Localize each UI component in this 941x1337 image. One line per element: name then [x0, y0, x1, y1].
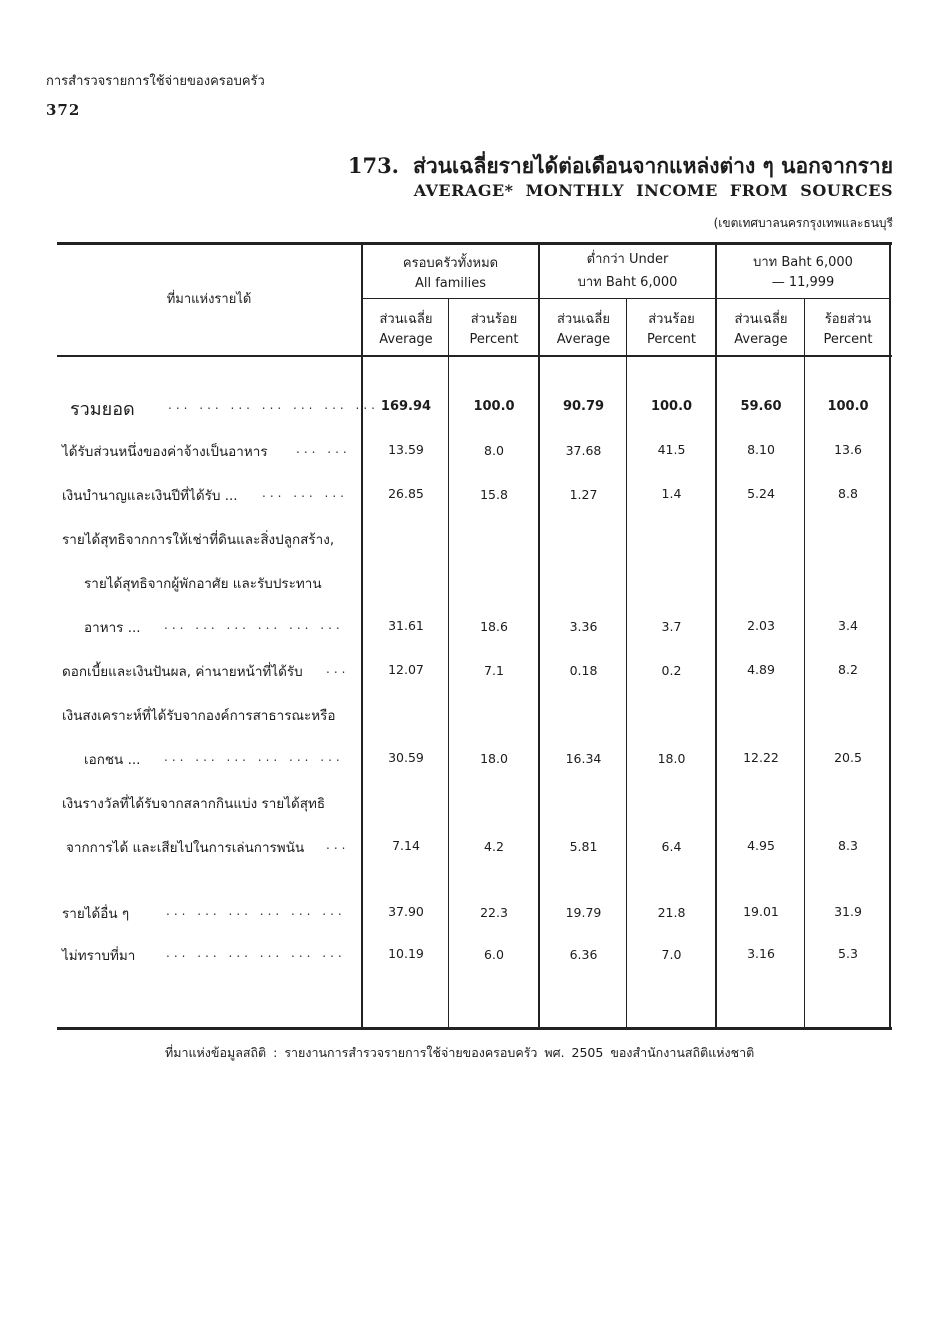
table-cell: 6.4 — [661, 839, 682, 854]
table-top-rule — [57, 242, 892, 245]
table-cell: 8.0 — [484, 443, 504, 458]
leader-dots: ... ... ... ... ... ... — [164, 750, 344, 764]
table-bottom-rule — [57, 1027, 892, 1030]
subheader-english: Average — [379, 332, 433, 347]
table-cell: 7.14 — [392, 838, 420, 853]
row-label-total: รวมยอด — [70, 399, 135, 420]
table-cell: 15.8 — [480, 487, 508, 502]
table-cell: 1.27 — [569, 487, 598, 502]
subheader-english: Average — [556, 332, 611, 347]
subheader-english: Average — [734, 332, 788, 347]
table-number: 173. — [347, 153, 399, 178]
table-cell: 1.4 — [661, 486, 682, 501]
table-cell: 3.16 — [747, 946, 775, 961]
group-header-line1: บาท Baht 6,000 — [753, 255, 853, 270]
table-cell: 6.0 — [484, 947, 504, 962]
subheader-thai: ส่วนเฉลี่ย — [556, 312, 610, 327]
table-cell: 6.36 — [569, 947, 598, 962]
row-label-line: อาหาร ... — [84, 620, 141, 636]
table-title-thai — [348, 150, 893, 183]
table-cell: 100.0 — [473, 399, 515, 414]
table-cell: 13.59 — [388, 442, 424, 457]
group-header-line1: ครอบครัวทั้งหมด — [402, 256, 499, 271]
row-label: ดอกเบี้ยและเงินปันผล, ค่านายหน้าที่ได้รับ — [62, 664, 303, 680]
leader-dots: ... ... — [296, 442, 351, 456]
leader-dots: ... ... ... ... ... ... ... — [168, 398, 379, 412]
group-header-line1: ต่ำกว่า Under — [586, 252, 669, 267]
leader-dots: ... ... ... ... ... ... — [166, 946, 346, 960]
table-cell: 26.85 — [388, 486, 424, 501]
table-cell: 59.60 — [740, 399, 782, 414]
table-cell: 3.4 — [838, 618, 858, 633]
table-cell: 31.61 — [388, 618, 424, 633]
subheader-english: Percent — [469, 332, 519, 347]
region-note: (เขตเทศบาลนครกรุงเทพและธนบุรี — [713, 216, 893, 230]
leader-dots: ... — [326, 662, 350, 676]
leader-dots: ... ... ... ... ... ... — [166, 904, 346, 918]
table-title-english: AVERAGE* MONTHLY INCOME FROM SOURCES — [413, 181, 893, 200]
table-cell: 8.8 — [838, 486, 858, 501]
table-cell: 0.2 — [661, 663, 682, 678]
table-cell: 2.03 — [747, 618, 775, 633]
row-label: เงินบำนาญและเงินปีที่ได้รับ ... — [62, 488, 238, 504]
page-number: 372 — [46, 101, 81, 119]
table-cell: 12.07 — [388, 662, 424, 677]
table-cell: 8.3 — [838, 838, 858, 853]
table-cell: 0.18 — [569, 663, 598, 678]
table-title-thai-text: ส่วนเฉลี่ยรายได้ต่อเดือนจากแหล่งต่าง ๆ นอกจากราย — [413, 154, 893, 178]
table-cell: 90.79 — [562, 399, 605, 414]
table-cell: 16.34 — [565, 751, 602, 766]
table-cell: 19.01 — [743, 904, 779, 919]
table-cell: 4.95 — [747, 838, 775, 853]
group-header-line2: — 11,999 — [771, 275, 835, 290]
table-cell: 37.68 — [565, 443, 602, 458]
header-bottom-rule — [57, 355, 892, 357]
running-head: การสำรวจรายการใช้จ่ายของครอบครัว — [46, 74, 265, 89]
row-label-line: เงินสงเคราะห์ที่ได้รับจากองค์การสาธารณะหรือ — [62, 708, 336, 724]
table-cell: 13.6 — [834, 442, 862, 457]
subheader-thai: ส่วนร้อย — [648, 312, 695, 327]
row-label: รายได้อื่น ๆ — [62, 906, 130, 922]
subheader-thai: ส่วนเฉลี่ย — [734, 312, 788, 327]
table-cell: 7.0 — [661, 947, 682, 962]
table-cell: 5.24 — [747, 486, 775, 501]
subheader-thai: ส่วนเฉลี่ย — [379, 312, 433, 327]
stub-header: ที่มาแห่งรายได้ — [166, 292, 252, 307]
table-cell: 18.6 — [480, 619, 508, 634]
table-cell: 12.22 — [743, 750, 779, 765]
table-cell: 7.1 — [484, 663, 504, 678]
table-cell: 169.94 — [380, 399, 432, 414]
table-cell: 4.89 — [747, 662, 775, 677]
leader-dots: ... — [326, 838, 350, 852]
row-label: ไม่ทราบที่มา — [62, 948, 136, 964]
table-cell: 100.0 — [650, 399, 693, 414]
table-cell: 21.8 — [657, 905, 686, 920]
subheader-english: Percent — [647, 332, 696, 347]
table-cell: 3.36 — [569, 619, 598, 634]
subheader-english: Percent — [823, 332, 873, 347]
table-cell: 19.79 — [565, 905, 602, 920]
group-header-line2: All families — [414, 276, 487, 291]
table-cell: 20.5 — [834, 750, 862, 765]
table-cell: 100.0 — [827, 399, 869, 414]
group-header-line2: บาท Baht 6,000 — [577, 275, 678, 290]
table-cell: 8.2 — [838, 662, 858, 677]
table-cell: 4.2 — [484, 839, 504, 854]
row-label-line: รายได้สุทธิจากผู้พักอาศัย และรับประทาน — [84, 576, 322, 592]
row-label: ได้รับส่วนหนึ่งของค่าจ้างเป็นอาหาร — [62, 444, 268, 460]
table-cell: 22.3 — [480, 905, 508, 920]
row-label-line: รายได้สุทธิจากการให้เช่าที่ดินและสิ่งปลูกสร้าง, — [62, 532, 335, 548]
table-cell: 41.5 — [657, 442, 686, 457]
row-label-line: จากการได้ และเสียไปในการเล่นการพนัน — [66, 840, 305, 856]
table-cell: 31.9 — [834, 904, 862, 919]
table-cell: 5.81 — [569, 839, 598, 854]
table-cell: 18.0 — [480, 751, 508, 766]
table-cell: 10.19 — [388, 946, 424, 961]
subheader-thai: ส่วนร้อย — [470, 312, 518, 327]
subheader-thai: ร้อยส่วน — [824, 312, 872, 327]
table-cell: 30.59 — [388, 750, 424, 765]
source-note: ที่มาแห่งข้อมูลสถิติ : รายงานการสำรวจรายการใช้จ่ายของครอบครัว พศ. 2505 ของสำนักงานสถิติแห่งชาติ — [165, 1045, 755, 1060]
leader-dots: ... ... ... ... ... ... — [164, 618, 344, 632]
table-cell: 3.7 — [661, 619, 682, 634]
table-cell: 8.10 — [747, 442, 775, 457]
table-cell: 18.0 — [657, 751, 686, 766]
table-cell: 37.90 — [388, 904, 424, 919]
table-cell: 5.3 — [838, 946, 858, 961]
row-label-line: เงินรางวัลที่ได้รับจากสลากกินแบ่ง รายได้สุทธิ — [62, 796, 326, 812]
row-label-line: เอกชน ... — [84, 752, 141, 768]
leader-dots: ... ... ... — [262, 486, 348, 500]
